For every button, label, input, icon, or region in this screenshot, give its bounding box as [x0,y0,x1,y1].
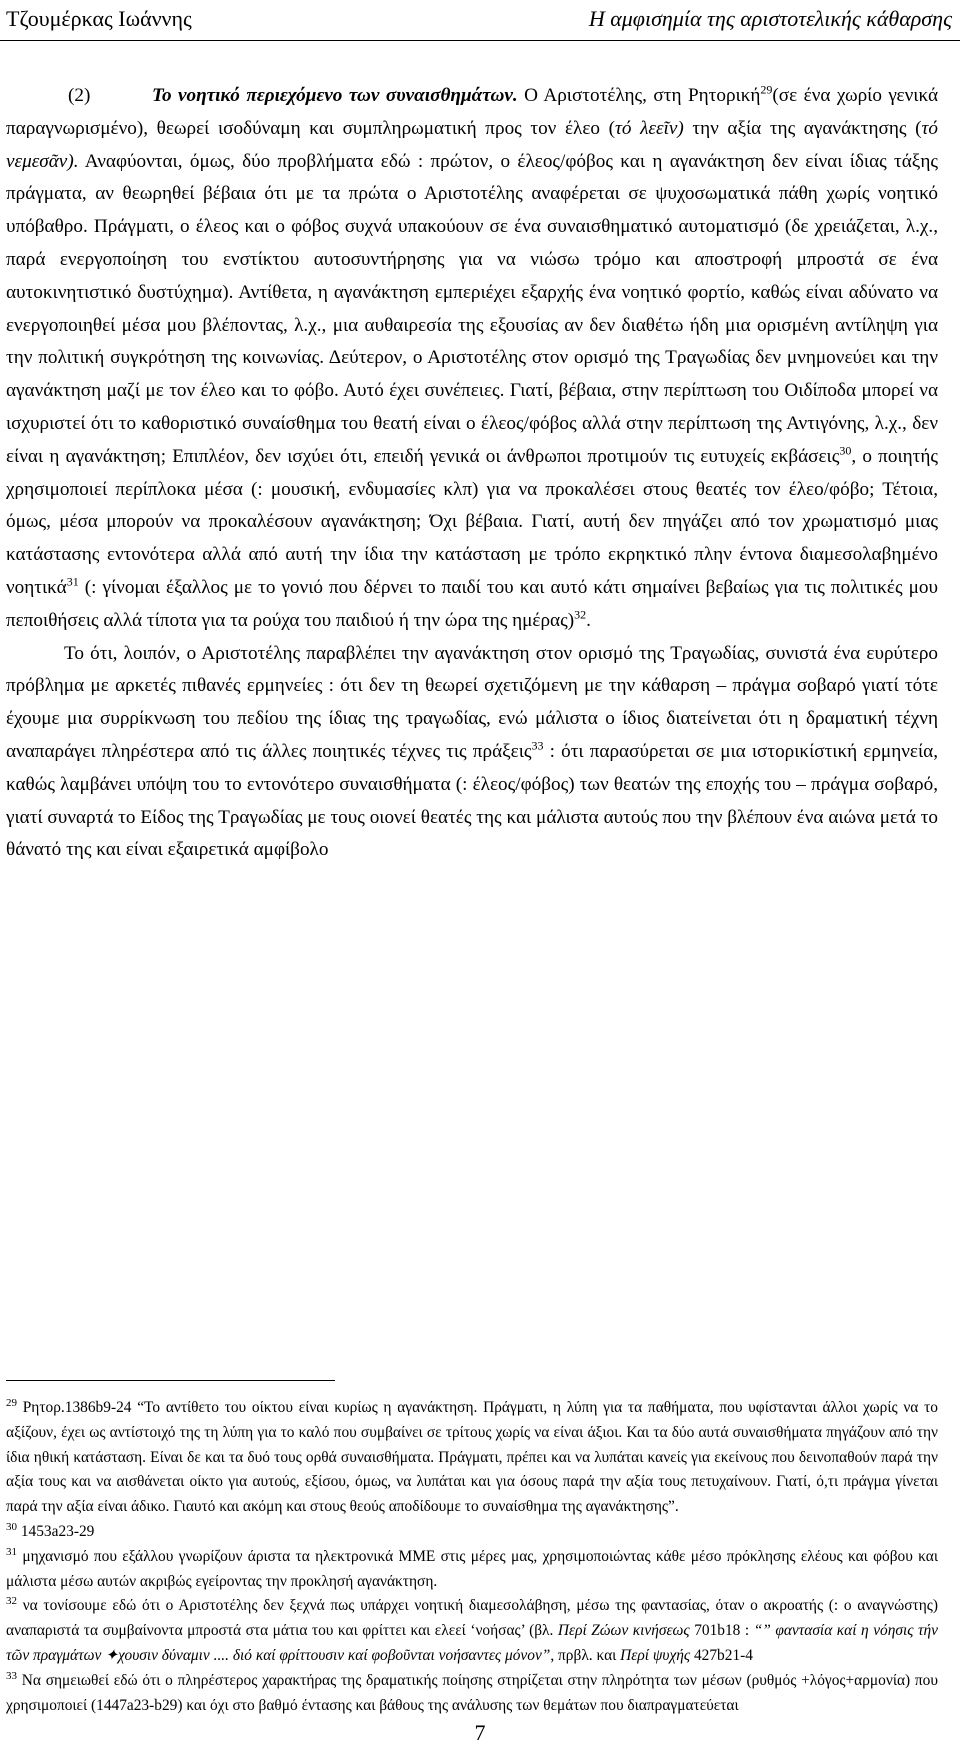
paragraph-text: Το ότι, λοιπόν, ο Αριστοτέλης παραβλέπει την αγανάκτηση στον ορισμό της Τραγωδίας, συνιστά ένα ευρύτερο πρόβλημα με αρκετές πιθανές ερμηνείες : ότι δεν τη θεωρεί σχετιζόμενη με την κάθαρση – πράγμα σοβαρό γιατί τότε έχουμε μια συρρίκνωση του πεδίου της ίδιας της τραγωδίας, ενώ μάλιστα ο ίδιος διατείνεται ότι η δραματική τέχνη αναπαράγει πληρέστερα από τις άλλες ποιητικές τέχνες τις πράξεις [6,642,938,762]
work-title: Περί Ζώων κινήσεως [557,1622,690,1640]
paragraph-text: , ο ποιητής χρησιμοποιεί περίπλοκα μέσα (: μουσική, ενδυμασίες κλπ) για να προκαλέσει στους θεατές τον έλεο/φόβο; Τέτοια, όμως, μέσα μπορούν να προκαλέσουν αγανάκτηση; Όχι βέβαια. Γιατί, αυτή δεν πηγάζει από τον χρωματισμό μιας κατάστασης εντονότερα αλλά από αυτή την ίδια την κατάσταση με τρόπο εκρηκτικό πλην έντονα διαμεσολαβημένο νοητικά [6,445,938,598]
header-rule [0,40,960,41]
footnote-text: 701b18 : [689,1622,754,1640]
footnote-label: 30 [6,1520,17,1533]
greek-quotation: “” φαντασία καί η νόησις τήν τῶν πραγμάτων ✦χουσιν δύναμιν .... διό καί φρίττουσιν καί φοβοῦνται νοήσαντες μόνον” [6,1622,938,1664]
page-number: 7 [474,1720,486,1745]
footnote-32 [6,1594,938,1668]
greek-term: τό λεεῖν) [615,117,684,139]
footnote-text: Να σημειωθεί εδώ ότι ο πληρέστερος χαρακτήρας της δραματικής ποίησης στηρίζεται στην πληρότητα των μέσων (ρυθμός +λόγος+αρμονία) που χρησιμοποιεί (1447a23-b29) και όχι στο βαθμό έντασης και βάθους της ανάλυσης των θεμάτων που διαπραγματεύεται [6,1671,938,1714]
footnote-ref-31[interactable]: 31 [66,574,79,589]
footnote-text: να τονίσουμε εδώ ότι ο Αριστοτέλης δεν ξεχνά πως υπάρχει νοητική διαμεσολάβηση, μέσω της φαντασίας, όταν ο ακροατής (: ο αναγνώστης) αναπαριστά τα συμβαίνοντα μπροστά στα μάτια του και φρίττει και ελεεί ‘νοήσας’ (βλ. [6,1597,938,1640]
paragraph-text: . [586,609,591,631]
footnote-label: 32 [6,1595,17,1608]
work-title: Περί ψυχής [620,1646,691,1664]
footnote-label: 33 [6,1669,17,1682]
footnotes [6,1396,938,1718]
footnote-ref-33[interactable]: 33 [531,738,544,753]
footnote-ref-32[interactable]: 32 [574,607,587,622]
footnote-text: , πρβλ. και [550,1646,621,1664]
paragraph-text: : ότι παρασύρεται σε μια ιστορικίστική ερμηνεία, καθώς λαμβάνει υπόψη του το εντονότερο συναισθήματα (: έλεος/φόβος) των θεατών της εποχής του – πράγμα σοβαρό, γιατί συναρτά το Είδος της Τραγωδίας με τους οιονεί θεατές της και μάλιστα αυτούς που την βλέπουν ένα αιώνα μετά το θάνατό της και είναι εξαιρετικά αμφίβολο [6,740,938,861]
running-header [6,6,952,36]
footnote-29 [6,1396,938,1520]
footnote-text: Ρητορ.1386b9-24 “Το αντίθετο του οίκτου είναι κυρίως η αγανάκτηση. Πράγματι, η λύπη για τα παθήματα, που υφίστανται άλλοι χωρίς να το αξίζουν, έχει ως αντίστοιχό της τη λύπη για το καλό που συμβαίνει σε τρίτους χωρίς να είναι άξιοι. Και τα δύο αυτά συναισθήματα πηγάζουν από την ίδια ηθική κατάσταση. Είναι δε και τα δυό τους ορθά συναισθήματα. Πράγματι, πρέπει και να λυπάται κανείς για εκείνους που δεινοπαθούν παρά την αξία τους και να αισθάνεται οίκτο για αυτούς, εξίσου, όμως, να λυπάται και για όσους παρά την αξία τους πετυχαίνουν. Γιατί, ό,τι πράγμα γίνεται παρά την αξία είναι άδικο. Γιαυτό και ακόμη και στους θεούς αποδίδουμε το συναίσθημα της αγανάκτησης”. [6,1399,938,1516]
paragraph-text: (: γίνομαι έξαλλος με το γονιό που δέρνει το παιδί του και αυτό κάτι σημαίνει βεβαίως για τις πολιτικές μου πεποιθήσεις αλλά τίποτα για τα ρούχα του παιδιού ή την ώρα της ημέρας) [6,576,938,631]
paragraph-text: (σε ένα χωρίο γενικά παραγνωρισμένο), θεωρεί ισοδύναμη και συμπληρωματική προς τον έλεο ( [6,85,938,139]
footnote-label: 31 [6,1545,17,1558]
paragraph-2 [6,638,938,868]
paragraph-1 [6,80,938,638]
paragraph-text: την αξία της αγανάκτησης ( [683,117,922,139]
section-heading: Το νοητικό περιεχόμενο των συναισθημάτων. [152,85,518,106]
section-number: (2) [68,85,91,106]
footnote-text: μηχανισμό που εξάλλου γνωρίζουν άριστα τα ηλεκτρονικά ΜΜΕ στις μέρες μας, χρησιμοποιώντας κάθε μέσο πρόκλησης ελέους και φόβου και μάλιστα μέσω αυτών ακριβώς εγείροντας την προκλησή αγανάκτηση. [6,1547,938,1590]
footnote-ref-30[interactable]: 30 [839,443,852,458]
greek-term: τό νεμεσᾶν). [6,117,938,172]
footnote-label: 29 [6,1396,17,1409]
footnote-text: 1453a23-29 [17,1522,95,1540]
footnote-text: 427b21-4 [690,1646,753,1664]
header-author: Τζουμέρκας Ιωάννης [6,6,192,31]
footnote-ref-29[interactable]: 29 [760,82,773,97]
footnote-31 [6,1545,938,1595]
paragraph-text: Αναφύονται, όμως, δύο προβλήματα εδώ : πρώτον, ο έλεος/φόβος και η αγανάκτηση δεν είναι ίδιας τάξης πράγματα, αν θεωρηθεί βέβαια ότι με τα πρώτα ο Αριστοτέλης αναφέρεται σε ψυχοσωματικά πάθη χωρίς νοητικό υπόβαθρο. Πράγματι, ο έλεος και ο φόβος συχνά υπακούουν σε ένα συναισθηματικό αυτοματισμό (δε χρειάζεται, λ.χ., παρά ενεργοποίηση του ενστίκτου αυτοσυντήρησης για να νιώσω τρόμο και αποστροφή μπροστά σε ένα αυτοκινητιστικό δυστύχημα). Αντίθετα, η αγανάκτηση εμπεριέχει εξαρχής ένα νοητικό φορτίο, καθώς είναι αδύνατο να ενεργοποιηθεί μέσα μου βλέποντας, λ.χ., μια αυθαιρεσία της εξουσίας αν δεν διαθέτω ήδη μια ορισμένη αντίληψη για την πολιτική συγκρότηση της κοινωνίας. Δεύτερον, ο Αριστοτέλης στον ορισμό της Τραγωδίας δεν μνημονεύει και την αγανάκτηση μαζί με τον έλεο και το φόβο. Αυτό έχει συνέπειες. Γιατί, βέβαια, στην περίπτωση του Οιδίποδα μπορεί να ισχυριστεί ότι το καθοριστικό συναίσθημα του θεατή είναι ο έλεος/φόβος αλλά στην περίπτωση της Αντιγόνης, λ.χ., δεν είναι η αγανάκτηση; Επιπλέον, δεν ισχύει ότι, επειδή γενικά οι άνθρωποι προτιμούν τις ευτυχείς εκβάσεις [6,150,938,467]
footnote-30 [6,1520,938,1545]
main-text [6,80,938,867]
paragraph-text: Ο Αριστοτέλης, στη Ρητορική [517,85,761,106]
footnote-33 [6,1669,938,1719]
footnote-separator [6,1380,335,1381]
header-title: Η αμφισημία της αριστοτελικής κάθαρσης [588,6,952,31]
